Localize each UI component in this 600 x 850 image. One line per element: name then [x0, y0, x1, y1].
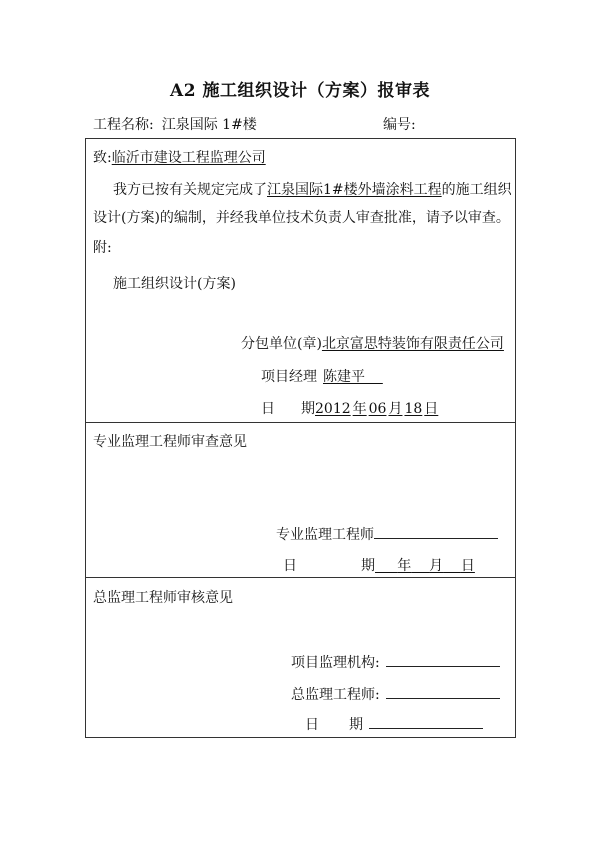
review-date-line	[283, 555, 475, 575]
engineer-signature-line	[276, 524, 498, 544]
chief-date-line	[305, 714, 483, 734]
review-date-char-2: 期	[361, 558, 375, 574]
contractor-label: 分包单位(章)	[241, 336, 322, 352]
review-heading: 专业监理工程师审查意见	[93, 434, 247, 450]
date-label-char-1: 日	[261, 401, 275, 417]
chief-engineer-line	[291, 684, 500, 704]
chief-review-heading: 总监理工程师审核意见	[93, 590, 233, 606]
project-name-value: 江泉国际 1#楼	[161, 117, 257, 133]
chief-date-blank[interactable]	[369, 714, 483, 729]
submission-date-value: 2012 年 06 月 18 日	[315, 401, 439, 417]
form-title: A2 施工组织设计（方案）报审表	[170, 81, 430, 101]
contractor-name: 北京富思特装饰有限责任公司	[321, 336, 504, 352]
supervision-org-line	[291, 652, 500, 672]
engineer-signature-blank[interactable]	[374, 524, 498, 539]
section-divider-1	[86, 422, 515, 423]
manager-line	[261, 366, 383, 386]
engineer-label: 专业监理工程师	[276, 527, 374, 543]
body-suffix: 的施工组织	[441, 182, 512, 198]
form-number-label: 编号:	[383, 117, 416, 133]
project-name-label: 工程名称:	[93, 117, 154, 133]
supervision-org-label: 项目监理机构:	[291, 655, 380, 671]
review-date-char-1: 日	[283, 558, 297, 574]
body-project-name: 江泉国际1#楼外墙涂料工程	[267, 182, 442, 198]
attachment-item: 施工组织设计(方案)	[113, 276, 236, 292]
contractor-line	[241, 333, 504, 353]
chief-date-char-1: 日	[305, 717, 319, 733]
chief-date-char-2: 期	[349, 717, 363, 733]
addressee-line	[93, 147, 266, 167]
chief-engineer-label: 总监理工程师:	[291, 687, 380, 703]
section-divider-2	[86, 577, 515, 578]
manager-label: 项目经理	[261, 369, 317, 385]
chief-engineer-blank[interactable]	[386, 684, 500, 699]
addressee-label: 致:	[93, 150, 112, 166]
addressee-company: 临沂市建设工程监理公司	[111, 150, 266, 166]
supervision-org-blank[interactable]	[386, 652, 500, 667]
submission-date-line	[261, 398, 438, 418]
form-table	[85, 138, 516, 738]
body-line-2: 设计(方案)的编制，并经我单位技术负责人审查批准，请予以审查。	[93, 210, 510, 226]
date-label-char-2: 期	[301, 401, 315, 417]
manager-name: 陈建平	[323, 369, 365, 385]
project-name-row	[93, 114, 257, 134]
review-date-blank[interactable]: 年 月 日	[397, 558, 475, 574]
body-line-1	[113, 179, 512, 199]
body-prefix: 我方已按有关规定完成了	[113, 182, 267, 198]
attachment-label: 附:	[93, 240, 112, 256]
